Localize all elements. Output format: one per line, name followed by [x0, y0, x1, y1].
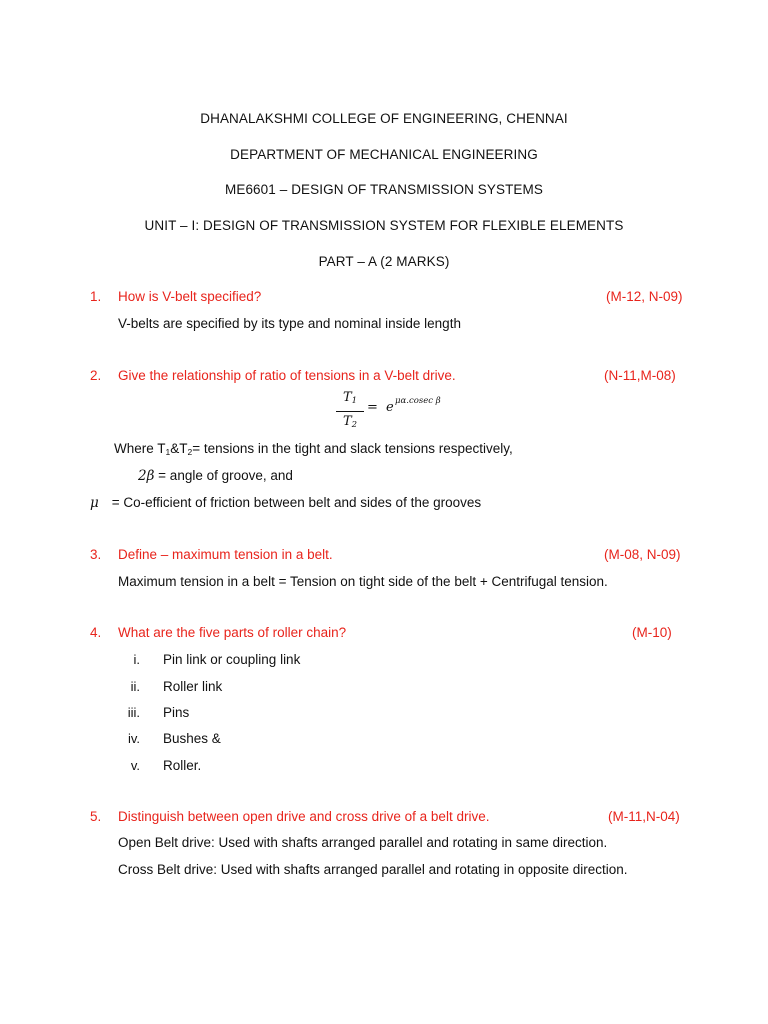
department-name: DEPARTMENT OF MECHANICAL ENGINEERING [230, 147, 538, 162]
question-number: 2. [90, 368, 102, 383]
question-number: 1. [90, 289, 102, 304]
course-title: ME6601 – DESIGN OF TRANSMISSION SYSTEMS [225, 182, 543, 197]
beta-line [138, 468, 293, 484]
beta-text: = angle of groove, and [158, 468, 293, 483]
mu-symbol: μ [90, 495, 99, 511]
question-text: How is V-belt specified? [118, 289, 262, 304]
where-rest: = tensions in the tight and slack tensions respectively, [192, 441, 513, 456]
question-number: 3. [90, 547, 102, 562]
equals-sign: = [367, 400, 378, 415]
mu-text: = Co-efficient of friction between belt and sides of the grooves [111, 495, 482, 510]
question-text: Define – maximum tension in a belt. [118, 547, 333, 562]
list-item: Pins [163, 705, 190, 720]
exponential-base: e [386, 400, 394, 415]
beta-symbol: 2β [138, 468, 155, 484]
exam-code: (M-11,N-04) [608, 809, 680, 824]
question-text: What are the five parts of roller chain? [118, 625, 347, 640]
list-numeral: iv. [127, 731, 140, 746]
where-mid: &T [170, 441, 188, 456]
question-text: Give the relationship of ratio of tensions in a V-belt drive. [118, 368, 456, 383]
tension-ratio-formula [336, 390, 466, 434]
where-subscript-1: 1 [165, 447, 171, 457]
list-item: Pin link or coupling link [163, 652, 301, 667]
denominator-variable: T [342, 414, 352, 429]
exam-code: (N-11,M-08) [604, 368, 676, 383]
exponent: μα.cosec β [395, 396, 441, 406]
list-numeral: iii. [127, 705, 140, 720]
mu-line [90, 495, 481, 511]
answer-text: Cross Belt drive: Used with shafts arranged parallel and rotating in opposite direction. [118, 862, 628, 877]
question-text: Distinguish between open drive and cross drive of a belt drive. [118, 809, 490, 824]
unit-title: UNIT – I: DESIGN OF TRANSMISSION SYSTEM FOR FLEXIBLE ELEMENTS [144, 218, 624, 233]
fraction-bar [336, 411, 364, 412]
answer-text: V-belts are specified by its type and nominal inside length [118, 316, 461, 331]
list-numeral: ii. [130, 679, 140, 694]
question-number: 5. [90, 809, 102, 824]
where-subscript-2: 2 [187, 447, 193, 457]
college-name: DHANALAKSHMI COLLEGE OF ENGINEERING, CHENNAI [200, 111, 568, 126]
list-numeral: i. [133, 652, 140, 667]
tension-fraction [336, 390, 364, 433]
denominator-subscript: 2 [351, 420, 358, 430]
answer-text: Open Belt drive: Used with shafts arranged parallel and rotating in same direction. [118, 835, 608, 850]
numerator-subscript: 1 [351, 396, 358, 406]
question-number: 4. [90, 625, 102, 640]
list-numeral: v. [130, 758, 140, 773]
part-title: PART – A (2 MARKS) [318, 254, 450, 269]
where-line [114, 441, 513, 457]
numerator-variable: T [342, 390, 352, 405]
answer-text: Maximum tension in a belt = Tension on tight side of the belt + Centrifugal tension. [118, 574, 608, 589]
list-item: Bushes & [163, 731, 221, 746]
exam-code: (M-12, N-09) [606, 289, 683, 304]
list-item: Roller link [163, 679, 223, 694]
where-prefix: Where T [114, 441, 166, 456]
exam-code: (M-10) [632, 625, 672, 640]
list-item: Roller. [163, 758, 202, 773]
exam-code: (M-08, N-09) [604, 547, 681, 562]
